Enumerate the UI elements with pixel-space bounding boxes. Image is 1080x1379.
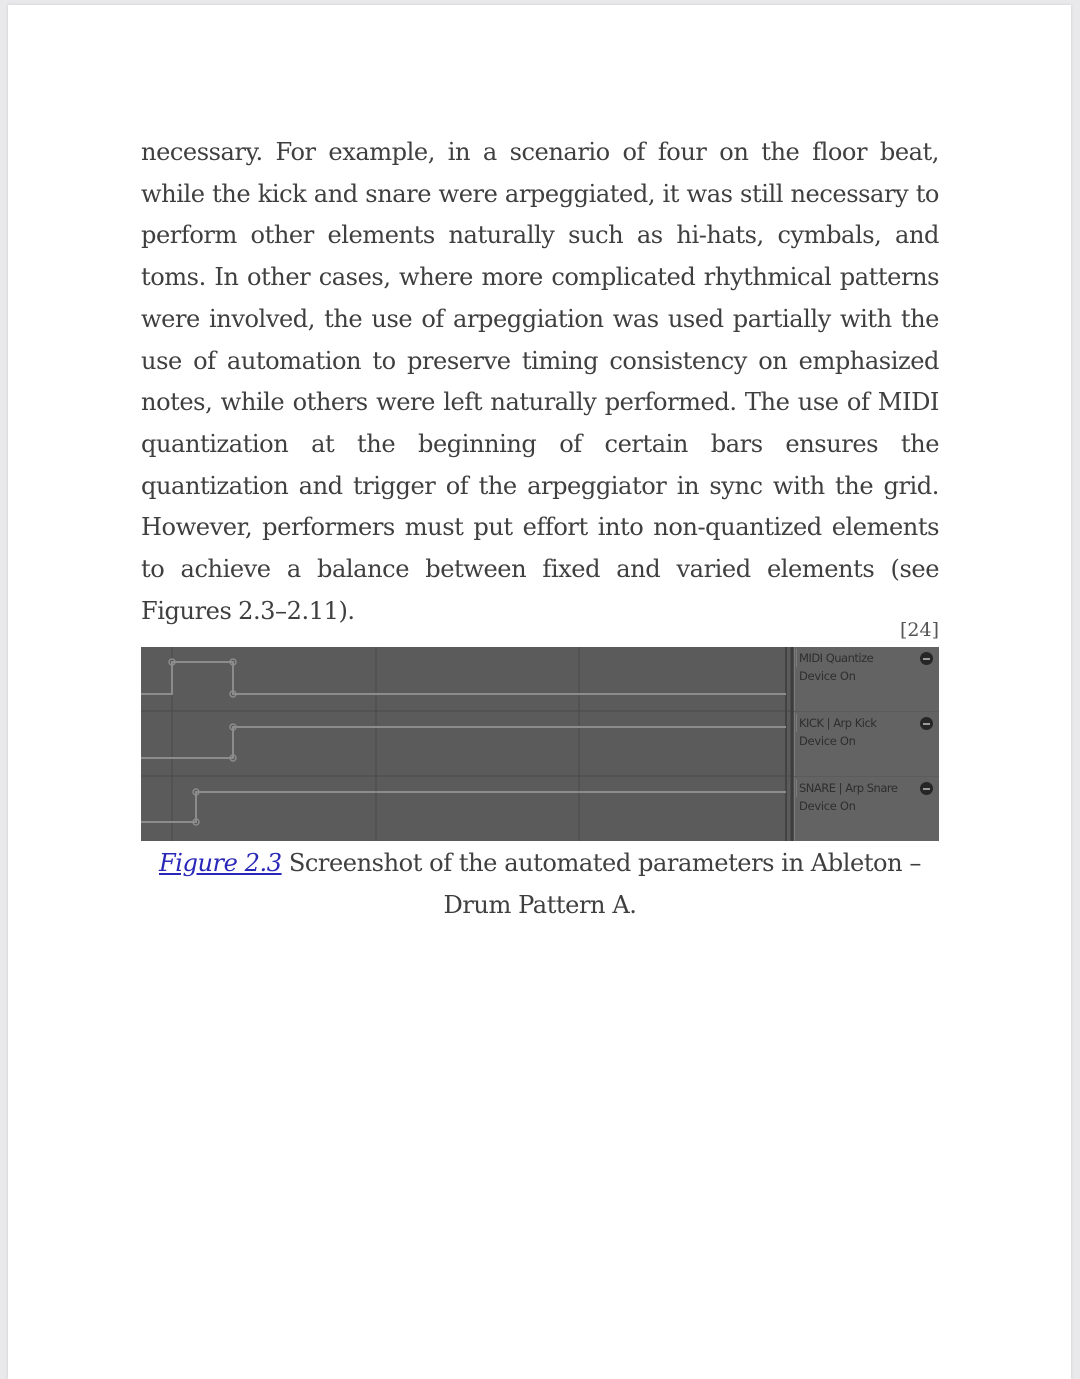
lane-parameter-name: MIDI Quantize (796, 649, 939, 667)
lane-parameter-value: Device On (799, 669, 856, 683)
lane-parameter-name: SNARE | Arp Snare (796, 779, 939, 797)
remove-lane-icon[interactable] (920, 652, 933, 665)
lane-parameter-value: Device On (799, 734, 856, 748)
ableton-automation-figure (141, 647, 939, 841)
remove-lane-icon[interactable] (920, 717, 933, 730)
caption-text: Screenshot of the automated parameters in Ableton – Drum Pattern A. (281, 849, 921, 919)
figure-caption (141, 843, 939, 926)
remove-lane-icon[interactable] (920, 782, 933, 795)
body-paragraph: necessary. For example, in a scenario of four on the floor beat, while the kick and snare were arpeggiated, it was still necessary to perform other elements naturally such as hi-hats, cymbals, and toms. In other cases, where more complicated rhythmical patterns were involved, the use of arpeggiation was used partially with the use of automation to preserve timing consistency on emphasized notes, while others were left naturally performed. The use of MIDI quantization at the beginning of certain bars ensures the quantization and trigger of the arpeggiator in sync with the grid. However, performers must put effort into non-quantized elements to achieve a balance between fixed and varied elements (see Figures 2.3–2.11). (141, 138, 939, 625)
lane-parameter-value: Device On (799, 799, 856, 813)
figure-link[interactable]: Figure 2.3 (158, 849, 282, 877)
lane-header-midi-quantize (794, 647, 939, 711)
lane-header-kick (794, 712, 939, 776)
lane-header-snare (794, 777, 939, 841)
page-number: [24] (899, 619, 939, 641)
lane-parameter-name: KICK | Arp Kick (796, 714, 939, 732)
document-page (8, 5, 1071, 1379)
